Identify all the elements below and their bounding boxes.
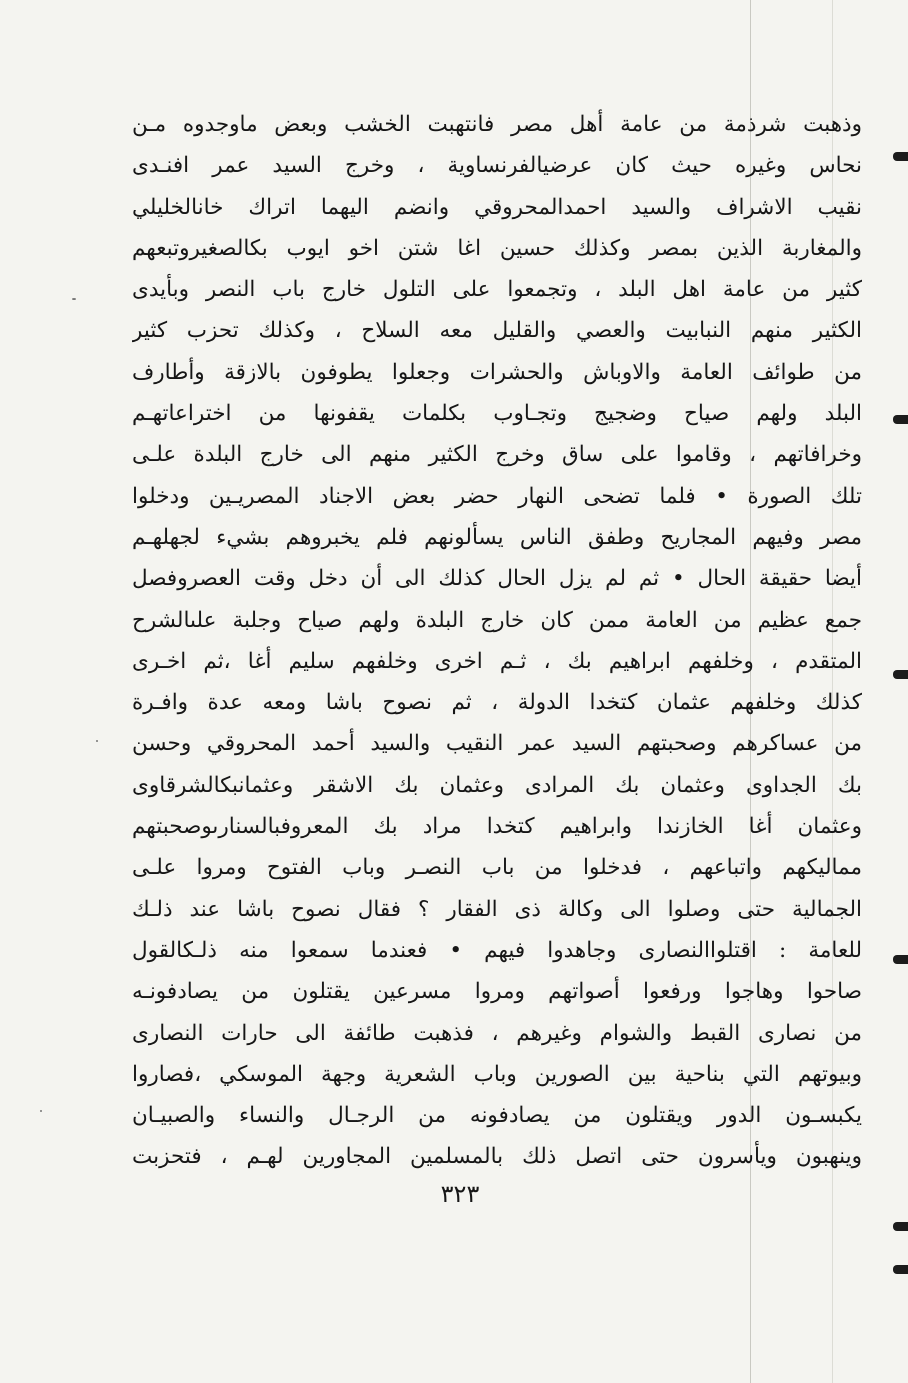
text-line: والمغاربة الذين بمصر وكذلك حسين اغا شتن اخو ايوب بكالصغيروتبعهم xyxy=(132,235,862,261)
text-line: الكثير منهم النبابيت والعصي والقليل معه السلاح ، وكذلك تحزب كثير xyxy=(132,318,862,344)
text-line: وبيوتهم التي بناحية بين الصورين وباب الشعرية وجهة الموسكي ،فصاروا xyxy=(132,1061,862,1087)
text-line: وخرافاتهم ، وقاموا على ساق وخرج الكثير منهم الى خارج البلدة علـى xyxy=(132,442,862,468)
text-line: من عساكرهم وصحبتهم السيد عمر النقيب والسيد أحمد المحروقي وحسن xyxy=(132,731,862,757)
text-line: للعامة : اقتلواالنصارى وجاهدوا فيهم • فعندما سمعوا منه ذلـكالقول xyxy=(132,937,862,963)
scan-speck xyxy=(40,1110,42,1112)
text-line: البلد ولهم صياح وضجيج وتجـاوب بكلمات يقفونها من اختراعاتهـم xyxy=(132,401,862,427)
text-line: بك الجداوى وعثمان بك المرادى وعثمان بك الاشقر وعثمانبكالشرقاوى xyxy=(132,772,862,798)
text-line: مماليكهم واتباعهم ، فدخلوا من باب النصـر وباب الفتوح ومروا علـى xyxy=(132,855,862,881)
binding-mark xyxy=(893,955,908,964)
text-line: تلك الصورة • فلما تضحى النهار حضر بعض الاجناد المصريـين ودخلوا xyxy=(132,483,862,509)
scan-speck xyxy=(96,740,98,742)
text-line: وذهبت شرذمة من عامة أهل مصر فانتهبت الخشب وبعض ماوجدوه مـن xyxy=(132,112,862,137)
text-line: صاحوا وهاجوا ورفعوا أصواتهم ومروا مسرعين يقتلون من يصادفونـه xyxy=(132,979,862,1005)
text-line: وعثمان أغا الخازندا وابراهيم كتخدا مراد بك المعروفبالسنارىوصحبتهم xyxy=(132,814,862,840)
text-line: يكبسـون الدور ويقتلون من يصادفونه من الرجـال والنساء والصبيـان xyxy=(132,1103,862,1129)
text-line: الجمالية حتى وصلوا الى وكالة ذى الفقار ؟ فقال نصوح باشا عند ذلـك xyxy=(132,896,862,922)
text-line: مصر وفيهم المجاريح وطفق الناس يسألونهم فلم يخبروهم بشيء لجهلهـم xyxy=(132,524,862,550)
binding-mark xyxy=(893,670,908,679)
text-line: نحاس وغيره حيث كان عرضيالفرنساوية ، وخرج السيد عمر افنـدى xyxy=(132,153,862,179)
scan-speck xyxy=(72,298,76,300)
text-line: كذلك وخلفهم عثمان كتخدا الدولة ، ثم نصوح باشا ومعه عدة وافـرة xyxy=(132,690,862,716)
binding-mark xyxy=(893,1222,908,1231)
text-line: المتقدم ، وخلفهم ابراهيم بك ، ثـم اخرى وخلفهم سليم أغا ،ثم اخـرى xyxy=(132,648,862,674)
text-line: أيضا حقيقة الحال • ثم لم يزل الحال كذلك الى أن دخل وقت العصروفصل xyxy=(132,566,862,592)
page-number: ٣٢٣ xyxy=(440,1180,480,1208)
text-line: من نصارى القبط والشوام وغيرهم ، فذهبت طائفة الى حارات النصارى xyxy=(132,1020,862,1046)
text-line: جمع عظيم من العامة ممن كان خارج البلدة ولهم صياح وجلبة علىالشرح xyxy=(132,607,862,633)
text-line: من طوائف العامة والاوباش والحشرات وجعلوا يطوفون بالازقة وأطارف xyxy=(132,359,862,385)
binding-mark xyxy=(893,1265,908,1274)
text-line: كثير من عامة اهل البلد ، وتجمعوا على التلول خارج باب النصر وبأيدى xyxy=(132,277,862,303)
text-line: وينهبون ويأسرون حتى اتصل ذلك بالمسلمين المجاورين لهـم ، فتحزبت xyxy=(132,1144,862,1170)
text-line: نقيب الاشراف والسيد احمدالمحروقي وانضم اليهما اتراك خانالخليلي xyxy=(132,194,862,220)
binding-mark xyxy=(893,415,908,424)
body-text xyxy=(132,104,862,1178)
binding-mark xyxy=(893,152,908,161)
